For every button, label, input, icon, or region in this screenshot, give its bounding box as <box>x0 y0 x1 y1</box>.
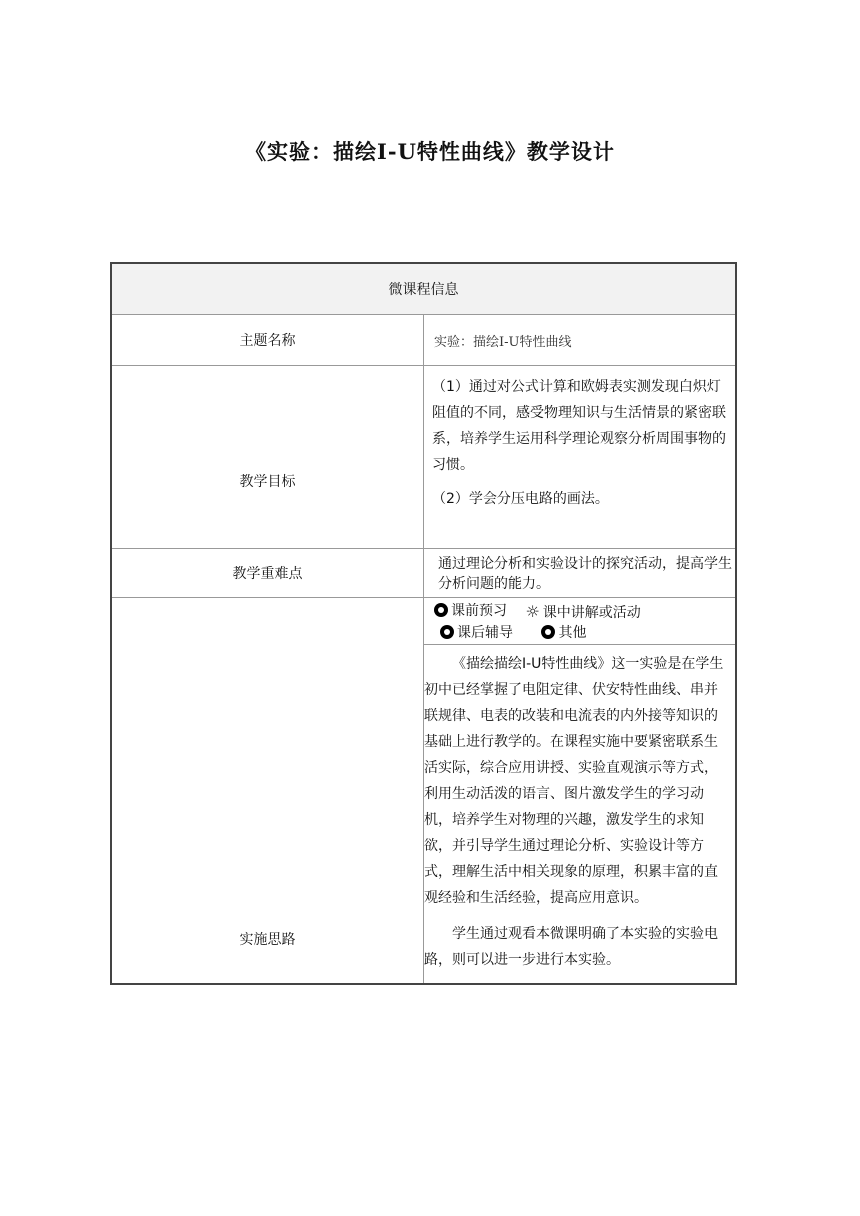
table-header: 微课程信息 <box>111 263 736 315</box>
focus-value: 通过理论分析和实验设计的探究活动，提高学生分析问题的能力。 <box>424 549 737 598</box>
topic-label: 主题名称 <box>111 315 424 366</box>
focus-label: 教学重难点 <box>111 549 424 598</box>
option-label: 其他 <box>558 624 587 641</box>
document-title: 《实验：描绘I-U特性曲线》教学设计 <box>245 139 615 164</box>
plan-cell <box>424 645 737 985</box>
option-label: 课中讲解或活动 <box>542 604 641 621</box>
options-cell <box>424 598 737 645</box>
focus-row <box>111 549 736 598</box>
options-row <box>111 598 736 645</box>
option-label: 课后辅导 <box>457 624 513 641</box>
option-after-class[interactable] <box>440 622 513 642</box>
option-pre-class[interactable] <box>434 600 507 620</box>
option-other[interactable] <box>541 622 586 642</box>
option-label: 课前预习 <box>451 602 507 619</box>
goal-item: （1）通过对公式计算和欧姆表实测发现白炽灯阻值的不同，感受物理知识与生活情景的紧密联系，培养学生运用科学理论观察分析周围事物的习惯。 <box>432 379 726 473</box>
radio-filled-icon <box>541 625 555 639</box>
topic-value: 实验：描绘I-U特性曲线 <box>424 315 737 366</box>
table-header-row <box>111 263 736 315</box>
option-in-class[interactable] <box>525 602 640 622</box>
plan-paragraph: 学生通过观看本微课明确了本实验的实验电路，则可以进一步进行本实验。 <box>424 926 718 968</box>
goals-label: 教学目标 <box>111 366 424 549</box>
goals-row <box>111 366 736 549</box>
topic-row <box>111 315 736 366</box>
micro-course-info-table <box>110 262 737 985</box>
plan-paragraph: 《描绘描绘I-U特性曲线》这一实验是在学生初中已经掌握了电阻定律、伏安特性曲线、串并联规律、电表的改装和电流表的内外接等知识的基础上进行教学的。在课程实施中要紧密联系生活实际，综合应用讲授、实验直观演示等方式，利用生动活泼的语言、图片激发学生的学习动机，培养学生对物理的兴趣，激发学生的求知欲，并引导学生通过理论分析、实验设计等方式，理解生活中相关现象的原理，积累丰富的直观经验和生活经验，提高应用意识。 <box>424 656 724 906</box>
sun-icon: ☼ <box>525 601 540 621</box>
goal-item: （2）学会分压电路的画法。 <box>432 491 609 507</box>
radio-filled-icon <box>440 625 454 639</box>
goals-cell <box>424 366 737 549</box>
radio-filled-icon <box>434 603 448 617</box>
impl-label: 实施思路 <box>111 598 424 985</box>
